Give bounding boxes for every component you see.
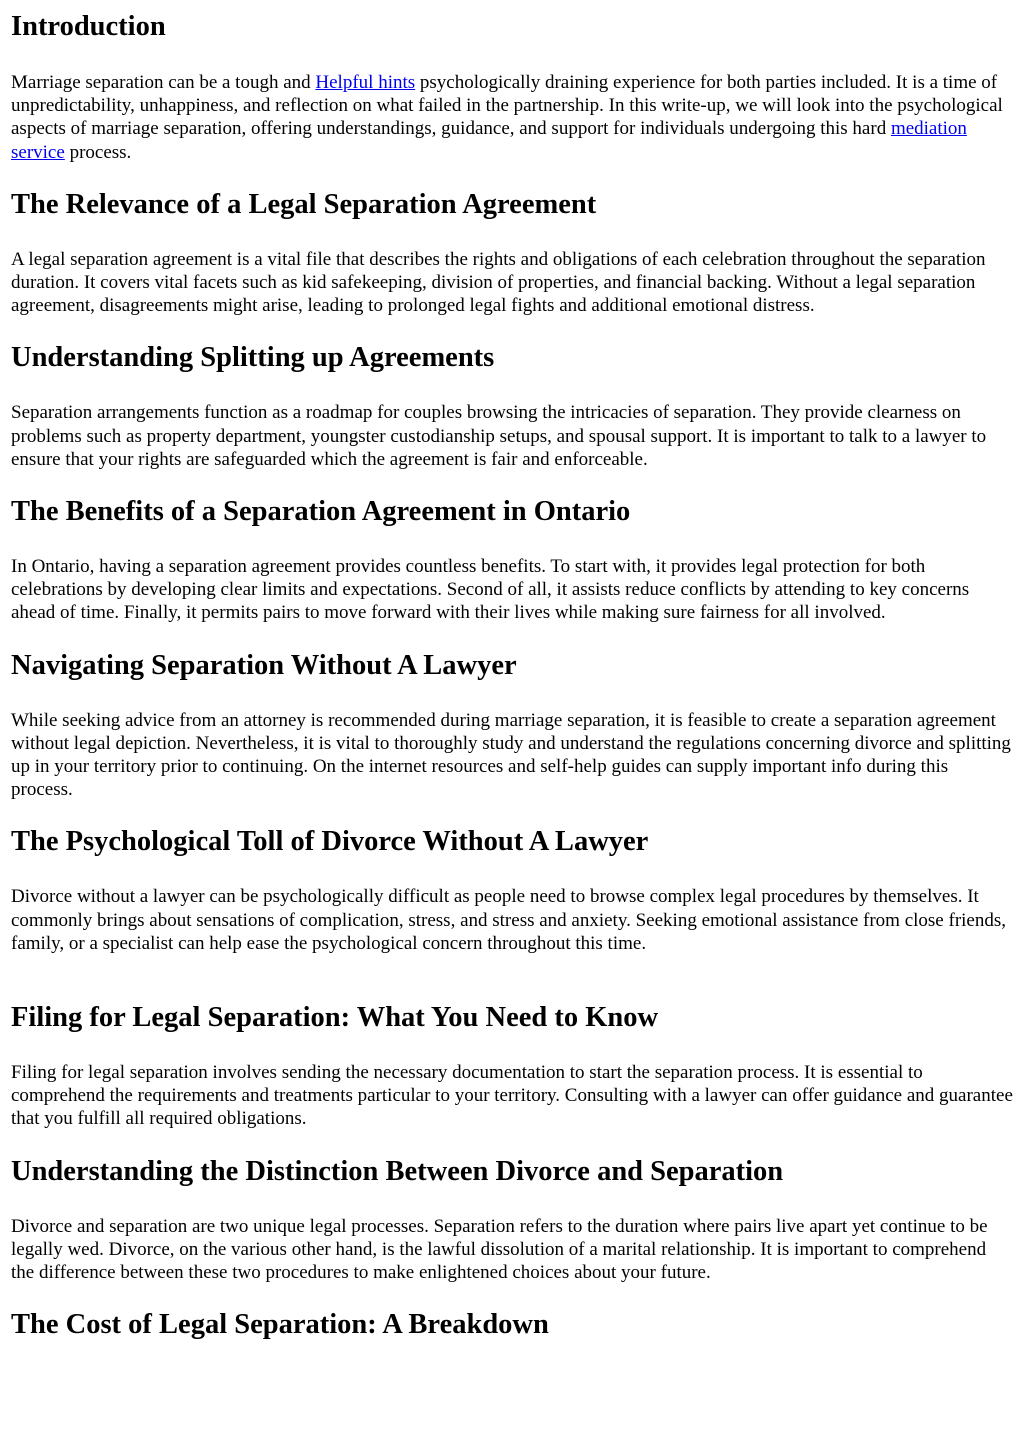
section-heading: The Benefits of a Separation Agreement in Ontario [11, 496, 631, 528]
section-heading: The Cost of Legal Separation: A Breakdown [11, 1309, 549, 1341]
section-body: Divorce and separation are two unique legal processes. Separation refers to the duration where pairs live apart yet continue to be legally wed. Divorce, on the various other hand, is the lawful dissolution of a marital relationship. It is important to comprehend the difference between these two procedures to make enlightened choices about your future. [11, 1215, 988, 1284]
section-body: While seeking advice from an attorney is recommended during marriage separation, it is feasible to create a separation agreement without legal depiction. Nevertheless, it is vital to thoroughly study and understand the regulations concerning divorce and splitting up in your territory prior to continuing. On the internet resources and self-help guides can supply important info during this process. [11, 709, 1011, 801]
section-without-lawyer [11, 649, 1013, 802]
section-benefits-ontario [11, 495, 1013, 625]
section-heading: Introduction [11, 11, 166, 42]
section-splitting-up-agreements [11, 341, 1013, 471]
body-text: Marriage separation can be a tough and [11, 72, 316, 93]
section-heading: The Relevance of a Legal Separation Agreement [11, 188, 597, 220]
section-body [11, 71, 1013, 164]
section-heading: Filing for Legal Separation: What You Need to Know [11, 1002, 659, 1034]
helpful-hints-link[interactable]: Helpful hints [315, 72, 416, 93]
section-cost-legal-separation [11, 1308, 1013, 1342]
section-body: Filing for legal separation involves sending the necessary documentation to start the separation process. It is essential to comprehend the requirements and treatments particular to your territory. Consulting with a lawyer can offer guidance and guarantee that you fulfill all required obligations. [11, 1062, 1013, 1130]
section-heading: Understanding the Distinction Between Divorce and Separation [11, 1155, 784, 1187]
body-text: process. [64, 141, 132, 163]
section-body: A legal separation agreement is a vital file that describes the rights and obligations of each celebration throughout the separation duration. It covers vital facets such as kid safekeeping, division of properties, and financial backing. Without a legal separation agreement, disagreements might arise, leading to prolonged legal fights and additional emotional distress. [11, 248, 986, 317]
section-divorce-vs-separation [11, 1155, 1013, 1285]
section-heading: Navigating Separation Without A Lawyer [11, 649, 517, 681]
section-legal-separation-agreement [11, 188, 1013, 318]
mediation-service-link[interactable]: mediation service [11, 118, 967, 163]
section-heading: Understanding Splitting up Agreements [11, 342, 495, 374]
section-heading: The Psychological Toll of Divorce Without A Lawyer [11, 826, 649, 858]
section-body: Separation arrangements function as a roadmap for couples browsing the intricacies of separation. They provide clearness on problems such as property department, youngster custodianship setups, and spousal support. It is important to talk to a lawyer to ensure that your rights are safeguarded which the agreement is fair and enforceable. [11, 402, 987, 470]
section-body: In Ontario, having a separation agreement provides countless benefits. To start with, it provides legal protection for both celebrations by developing clear limits and expectations. Second of all, it assists reduce conflicts by attending to key concerns ahead of time. Finally, it permits pairs to move forward with their lives while making sure fairness for all involved. [11, 556, 970, 624]
section-psychological-toll [11, 825, 1013, 955]
section-introduction [11, 0, 1013, 164]
body-text: psychologically draining experience for both parties included. It is a time of unpredictability, unhappiness, and reflection on what failed in the partnership. In this write-up, we will look into the psychological aspects of marriage separation, offering understandings, guidance, and support for individuals undergoing this hard [11, 72, 1003, 140]
section-filing-legal-separation [11, 1001, 1013, 1131]
section-body: Divorce without a lawyer can be psychologically difficult as people need to browse complex legal procedures by themselves. It commonly brings about sensations of complication, stress, and stress and anxiety. Seeking emotional assistance from close friends, family, or a specialist can help ease the psychological concern throughout this time. [11, 886, 1007, 954]
